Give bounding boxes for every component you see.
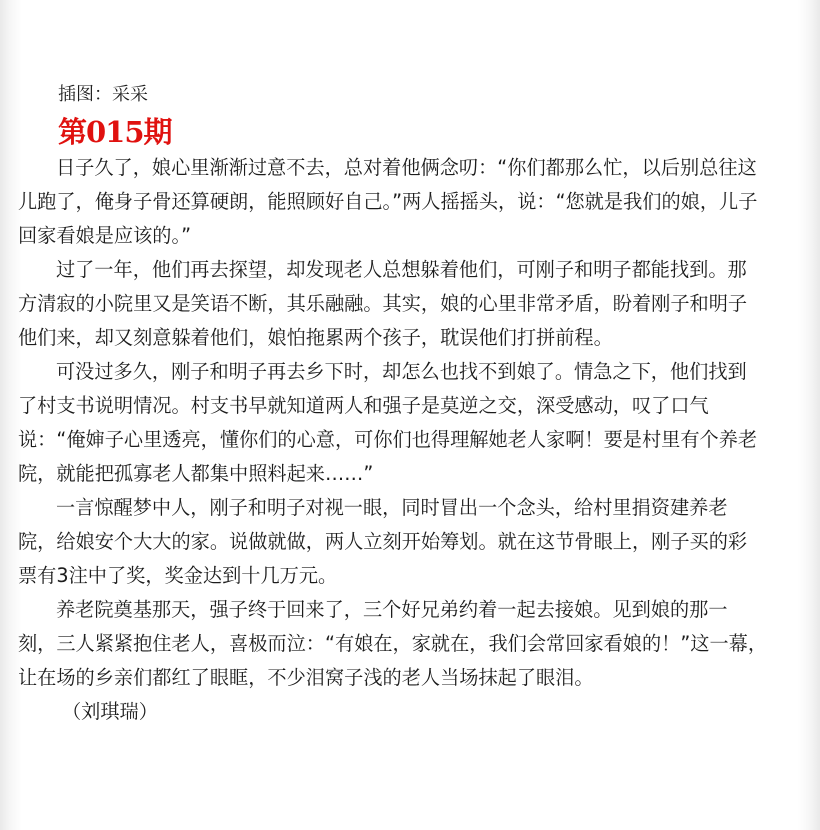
story-line: 日子久了，娘心里渐渐过意不去，总对着他俩念叨：“你们都那么忙，以后别总往这 [56, 156, 757, 179]
story-line: 院，给娘安个大大的家。说做就做，两人立刻开始筹划。就在这节骨眼上，刚子买的彩 [18, 530, 748, 553]
story-line: 刻，三人紧紧抱住老人，喜极而泣：“有娘在，家就在，我们会常回家看娘的！”这一幕， [18, 632, 768, 655]
story-line: 回家看娘是应该的。” [18, 224, 192, 247]
story-line: 让在场的乡亲们都红了眼眶，不少泪窝子浅的老人当场抹起了眼泪。 [18, 666, 594, 689]
story-line: 过了一年，他们再去探望，却发现老人总想躲着他们，可刚子和明子都能找到。那 [56, 258, 747, 281]
story-line: 可没过多久，刚子和明子再去乡下时，却怎么也找不到娘了。情急之下，他们找到 [56, 360, 747, 383]
story-line: 他们来，却又刻意躲着他们，娘怕拖累两个孩子，耽误他们打拼前程。 [18, 326, 613, 349]
author-signature: （刘琪瑞） [62, 700, 158, 723]
story-line: 说：“俺婶子心里透亮，懂你们的心意，可你们也得理解她老人家啊！要是村里有个养老 [18, 428, 758, 451]
illustrator-credit: 插图：采采 [58, 84, 148, 105]
story-line: 院，就能把孤寡老人都集中照料起来……” [18, 462, 374, 485]
issue-number: 第015期 [58, 115, 172, 149]
story-line: 了村支书说明情况。村支书早就知道两人和强子是莫逆之交，深受感动，叹了口气 [18, 394, 709, 417]
story-line: 票有3注中了奖，奖金达到十几万元。 [18, 564, 338, 587]
story-body [18, 151, 802, 729]
story-line: 一言惊醒梦中人，刚子和明子对视一眼，同时冒出一个念头，给村里捐资建养老 [56, 496, 728, 519]
story-line: 方清寂的小院里又是笑语不断，其乐融融。其实，娘的心里非常矛盾，盼着刚子和明子 [18, 292, 748, 315]
story-line: 养老院奠基那天，强子终于回来了，三个好兄弟约着一起去接娘。见到娘的那一 [56, 598, 728, 621]
story-line: 儿跑了，俺身子骨还算硬朗，能照顾好自己。”两人摇摇头，说：“您就是我们的娘，儿子 [18, 190, 758, 213]
